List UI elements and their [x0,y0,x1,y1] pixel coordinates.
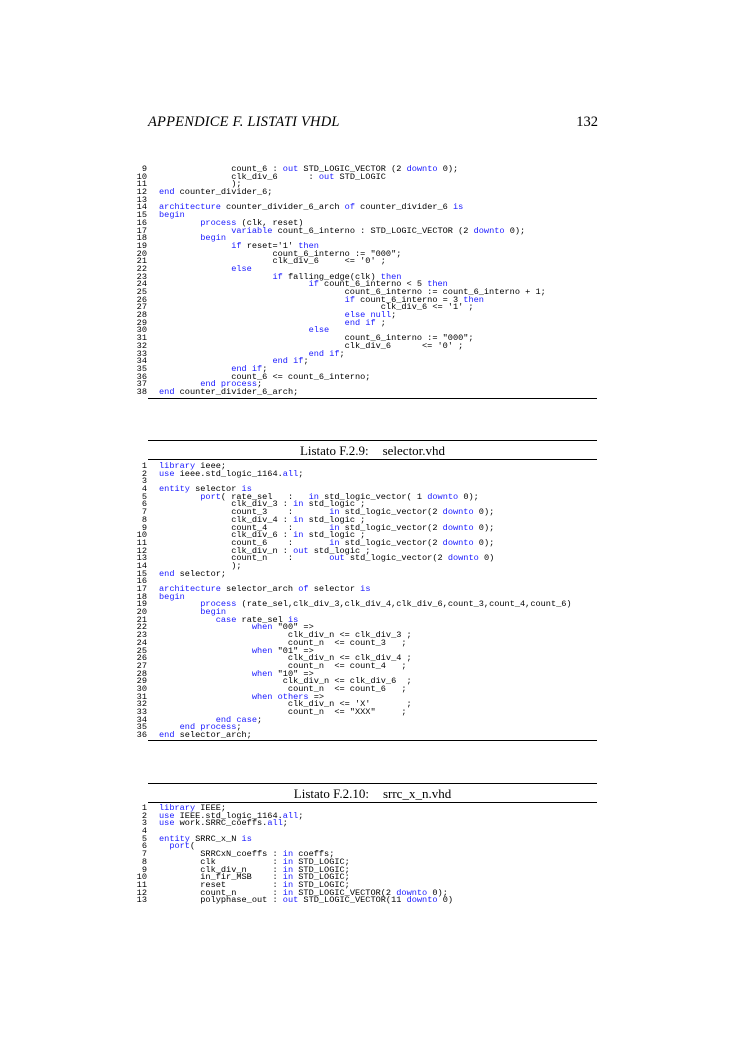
code-keyword: all [282,810,299,821]
line-number: 26 [136,653,147,664]
line-number: 4 [141,484,147,495]
code-keyword: in [293,514,304,525]
code-keyword: in [308,491,319,502]
line-number: 21 [136,256,147,267]
code-keyword: out [293,545,309,556]
chapter-title: APPENDICE F. LISTATI VHDL [148,114,340,130]
code-text: architecture selector_arch of selector is [159,584,371,594]
code-keyword: library [159,803,196,813]
code-keyword: all [267,818,283,829]
code-keyword: if [308,279,319,290]
code-keyword: is [453,202,464,213]
code-text: end if; [231,363,268,374]
code-keyword: process [200,722,237,733]
line-number: 35 [136,363,147,374]
code-keyword: entity [159,484,190,495]
listing-caption-label: Listato F.2.9: [299,443,369,458]
page-header [148,114,598,134]
code-text: count_6_interno := count_6_interno + 1; [159,287,546,297]
code-keyword: is [287,614,299,625]
code-keyword: downto [442,537,474,548]
line-number: 16 [136,217,147,228]
code-keyword: end [159,386,175,397]
code-keyword: downto [447,553,479,564]
code-keyword: end [159,187,175,198]
code-keyword: use [159,810,175,821]
code-text: clk_div_6 : in std_logic ; [159,530,366,541]
listing-bottom-rule [148,398,597,399]
line-number: 8 [141,856,147,867]
code-text: count_n : out std_logic_vector(2 downto 0) [159,553,495,564]
line-number: 23 [136,630,147,641]
code-text: clk_div_n <= 'X' ; [159,699,412,710]
code-keyword: out [329,553,345,564]
code-text: use ieee.std_logic_1164.all; [159,468,304,479]
code-keyword: if [231,240,242,251]
code-text: clk_div_n : out std_logic ; [159,545,371,556]
code-keyword: begin [200,607,227,618]
code-keyword: then [298,240,319,251]
code-keyword: out [318,171,335,182]
line-number: 31 [136,333,147,344]
code-text: clk_div_n <= clk_div_6 ; [159,676,412,687]
line-number: 13 [136,194,147,205]
code-keyword: end [179,722,196,733]
code-line [131,189,546,197]
code-text: clk_div_n <= clk_div_3 ; [159,630,412,641]
code-text: when others => [251,691,325,702]
code-line [131,204,546,212]
code-keyword: in [329,507,340,518]
line-number: 29 [136,317,147,328]
code-keyword: downto [473,225,505,236]
listing-bottom-rule [148,740,597,741]
line-number: 11 [136,179,147,190]
code-line [131,820,453,828]
code-keyword: port [200,491,221,502]
page-number: 132 [576,114,598,130]
code-text: if count_6_interno < 5 then [308,279,448,290]
code-keyword: use [159,468,175,479]
code-keyword: if [272,271,283,282]
code-keyword: end [200,379,216,390]
code-text: end counter_divider_6_arch; [159,386,299,397]
line-number: 8 [141,514,147,525]
listing-top-rule [148,440,597,441]
line-number: 12 [136,887,147,898]
code-text: if falling_edge(clk) then [272,271,402,282]
listing-caption [148,443,597,459]
code-text: process (clk, reset) [200,217,304,228]
line-number: 35 [136,722,147,733]
line-number: 22 [136,263,147,274]
code-text: count_n <= count_3 ; [159,637,407,648]
code-keyword: all [282,468,299,479]
code-keyword: of [298,584,309,594]
code-text: case rate_sel is [215,614,299,625]
code-keyword: downto [396,887,428,898]
code-keyword: in [282,856,294,867]
line-number: 24 [136,279,147,290]
line-number: 14 [136,560,147,571]
line-number: 36 [136,730,147,741]
code-keyword: in [282,849,294,860]
code-keyword: end [215,714,232,725]
code-text: if reset='1' then [231,240,319,251]
listing-caption-file: srrc_x_n.vhd [382,786,452,801]
line-number: 3 [141,818,147,829]
code-keyword: in [293,530,304,541]
code-keyword: if [365,317,376,328]
code-listing [131,166,546,397]
code-keyword: in [293,499,304,510]
code-text: clk_div_6 <= '0' ; [159,340,464,351]
code-text: use IEEE.std_logic_1164.all; [159,810,304,821]
line-number: 6 [141,841,147,852]
line-number: 27 [136,660,147,671]
line-number: 12 [136,545,147,556]
code-text: end if; [308,348,345,359]
code-line [131,732,572,740]
code-text: end if; [272,356,309,367]
line-number: 17 [136,584,147,594]
line-number: 1 [141,461,147,471]
line-number: 13 [136,895,147,906]
code-keyword: null [370,310,392,321]
code-text: library IEEE; [159,803,227,813]
listing-caption-rule [148,459,597,460]
code-text: clk_div_6 : out STD_LOGIC [159,171,386,182]
listing-caption-label: Listato F.2.10: [293,786,369,801]
code-keyword: is [241,833,252,844]
code-line [131,568,572,579]
code-keyword: downto [427,491,459,502]
code-listing [131,463,572,740]
line-number: 30 [136,683,147,694]
line-number: 34 [136,714,147,725]
line-number: 10 [136,530,147,541]
code-text: end process; [200,379,263,390]
line-number: 38 [136,386,147,397]
code-text: count_6 <= count_6_interno; [159,371,371,382]
line-number: 9 [141,522,147,533]
code-keyword: end [272,356,288,367]
code-text: end selector; [159,568,227,579]
line-number: 19 [136,599,147,610]
code-text: polyphase_out : out STD_LOGIC_VECTOR(11 downto 0) [159,895,454,906]
line-number: 7 [141,507,147,518]
line-number: 36 [136,371,147,382]
code-keyword: in [282,879,294,890]
code-text: count_n <= "XXX" ; [159,707,407,717]
code-keyword: if [344,294,355,305]
code-text: process (rate_sel,clk_div_3,clk_div_4,clk_div_6,count_3,count_4,count_6) [200,599,572,610]
code-text: end case; [215,714,263,725]
code-keyword: of [344,202,355,213]
line-number: 15 [136,210,147,221]
line-number: 13 [136,553,147,564]
code-keyword: entity [159,833,190,844]
code-text: count_6_interno := "000"; [159,248,402,259]
line-number: 5 [141,833,147,844]
code-text: use work.SRRC_coeffs.all; [159,818,288,829]
line-number: 15 [136,568,147,579]
line-number: 9 [141,864,147,875]
listing-caption-file: selector.vhd [382,443,446,458]
code-keyword: begin [200,233,227,244]
code-keyword: begin [159,210,185,221]
line-number: 18 [136,591,147,602]
line-number: 2 [141,810,147,821]
code-keyword: downto [442,522,474,533]
line-number: 20 [136,607,147,618]
code-text: clk_div_3 : in std_logic ; [159,499,366,510]
code-keyword: library [159,461,196,471]
code-keyword: in [329,522,340,533]
code-line [131,586,572,594]
code-keyword: when [251,622,273,633]
code-keyword: downto [406,164,438,174]
code-keyword: in [282,864,294,875]
line-number: 26 [136,294,147,305]
code-keyword: architecture [159,202,221,213]
code-text: count_n : in STD_LOGIC_VECTOR(2 downto 0); [159,887,448,898]
code-text: end process; [179,722,242,733]
code-text: clk : in STD_LOGIC; [159,856,350,867]
code-text: clk_div_n : in STD_LOGIC; [159,864,350,875]
code-text: count_n <= count_6 ; [159,683,407,694]
code-keyword: else [344,310,366,321]
code-text: else null; [344,310,397,321]
code-text: port( rate_sel : in std_logic_vector( 1 downto 0); [200,491,479,502]
code-text: count_3 : in std_logic_vector(2 downto 0); [159,507,495,518]
listing-top-rule [148,783,597,784]
line-number: 37 [136,379,147,390]
code-text: end if ; [344,317,386,328]
code-text: port( [169,841,196,852]
code-keyword: end [308,348,325,359]
code-line [131,386,546,397]
line-number: 6 [141,499,147,510]
code-keyword: if [251,363,263,374]
code-text: clk_div_n <= clk_div_4 ; [159,653,412,664]
code-keyword: else [231,263,252,274]
code-keyword: downto [442,507,474,518]
code-keyword: process [200,599,237,610]
code-text: reset : in STD_LOGIC; [159,879,350,890]
line-number: 16 [136,576,147,587]
code-text: clk_div_4 : in std_logic ; [159,514,366,525]
line-number: 27 [136,302,147,313]
code-text: architecture counter_divider_6_arch of counter_divider_6 is [159,202,464,213]
line-number: 28 [136,310,147,321]
code-text: count_n <= count_4 ; [159,660,407,671]
line-number: 33 [136,707,147,717]
line-number: 7 [141,849,147,860]
code-keyword: out [282,164,299,174]
line-number: 5 [141,491,147,502]
code-keyword: in [329,537,340,548]
code-text: end counter_divider_6; [159,187,273,198]
code-line [131,468,572,479]
code-text: if count_6_interno = 3 then [344,294,484,305]
line-number: 22 [136,622,147,633]
code-keyword: use [159,818,175,829]
line-number: 19 [136,240,147,251]
code-text: variable count_6_interno : STD_LOGIC_VECTOR (2 downto 0); [231,225,526,236]
code-keyword: in [282,887,294,898]
code-keyword: case [215,614,237,625]
code-keyword: is [360,584,371,594]
code-text: entity SRRC_x_N is [159,833,252,844]
code-keyword: architecture [159,584,221,594]
line-number: 10 [136,872,147,883]
line-number: 29 [136,676,147,687]
line-number: 2 [141,468,147,479]
code-text: when "10" => [251,668,314,679]
code-keyword: when [251,668,273,679]
line-number: 24 [136,637,147,648]
code-keyword: others [277,691,309,702]
line-number: 20 [136,248,147,259]
line-number: 34 [136,356,147,367]
code-keyword: in [282,872,294,883]
line-number: 3 [141,476,147,487]
code-keyword: process [200,217,237,228]
line-number: 4 [141,826,147,837]
code-keyword: end [159,730,175,741]
line-number: 28 [136,668,147,679]
listing-caption [148,786,597,802]
line-number: 31 [136,691,147,702]
code-keyword: end [231,363,247,374]
line-number: 18 [136,233,147,244]
line-number: 11 [136,879,147,890]
code-line [131,897,453,905]
code-keyword: port [169,841,190,852]
code-keyword: downto [406,895,438,906]
line-number: 9 [141,164,147,174]
line-number: 23 [136,271,147,282]
code-keyword: when [251,691,273,702]
code-listing [131,805,453,905]
line-number: 14 [136,202,147,213]
code-text: ); [159,179,242,190]
line-number: 12 [136,187,147,198]
code-text: library ieee; [159,461,227,471]
code-text: ); [159,560,242,571]
code-keyword: process [220,379,258,390]
code-text: entity selector is [159,484,252,495]
code-keyword: when [251,645,273,656]
code-text: count_4 : in std_logic_vector(2 downto 0); [159,522,495,533]
line-number: 33 [136,348,147,359]
code-keyword: if [329,348,340,359]
code-text: SRRCxN_coeffs : in coeffs; [159,849,335,860]
code-keyword: if [293,356,304,367]
line-number: 1 [141,803,147,813]
code-keyword: then [380,271,402,282]
code-keyword: case [236,714,258,725]
code-keyword: then [463,294,484,305]
code-text: when "00" => [251,622,314,633]
code-text: when "01" => [251,645,314,656]
code-keyword: then [427,279,448,290]
line-number: 10 [136,171,147,182]
code-text: clk_div_6 <= '1' ; [159,302,474,313]
line-number: 30 [136,325,147,336]
line-number: 32 [136,340,147,351]
line-number: 11 [136,537,147,548]
line-number: 25 [136,645,147,656]
code-text: clk_div_6 <= '0' ; [159,256,386,267]
code-keyword: begin [159,591,185,602]
code-text: in_fir_MSB : in STD_LOGIC; [159,872,350,883]
line-number: 17 [136,225,147,236]
line-number: 32 [136,699,147,710]
code-text: count_6_interno := "000"; [159,333,474,344]
code-keyword: variable [231,225,273,236]
line-number: 25 [136,287,147,297]
code-keyword: end [344,317,361,328]
line-number: 21 [136,614,147,625]
code-text: count_6 : in std_logic_vector(2 downto 0); [159,537,495,548]
code-keyword: else [308,325,330,336]
code-keyword: out [282,895,299,906]
code-keyword: is [241,484,252,495]
code-text: count_6 : out STD_LOGIC_VECTOR (2 downto 0); [159,164,459,174]
code-keyword: end [159,568,175,579]
code-text: end selector_arch; [159,730,252,741]
